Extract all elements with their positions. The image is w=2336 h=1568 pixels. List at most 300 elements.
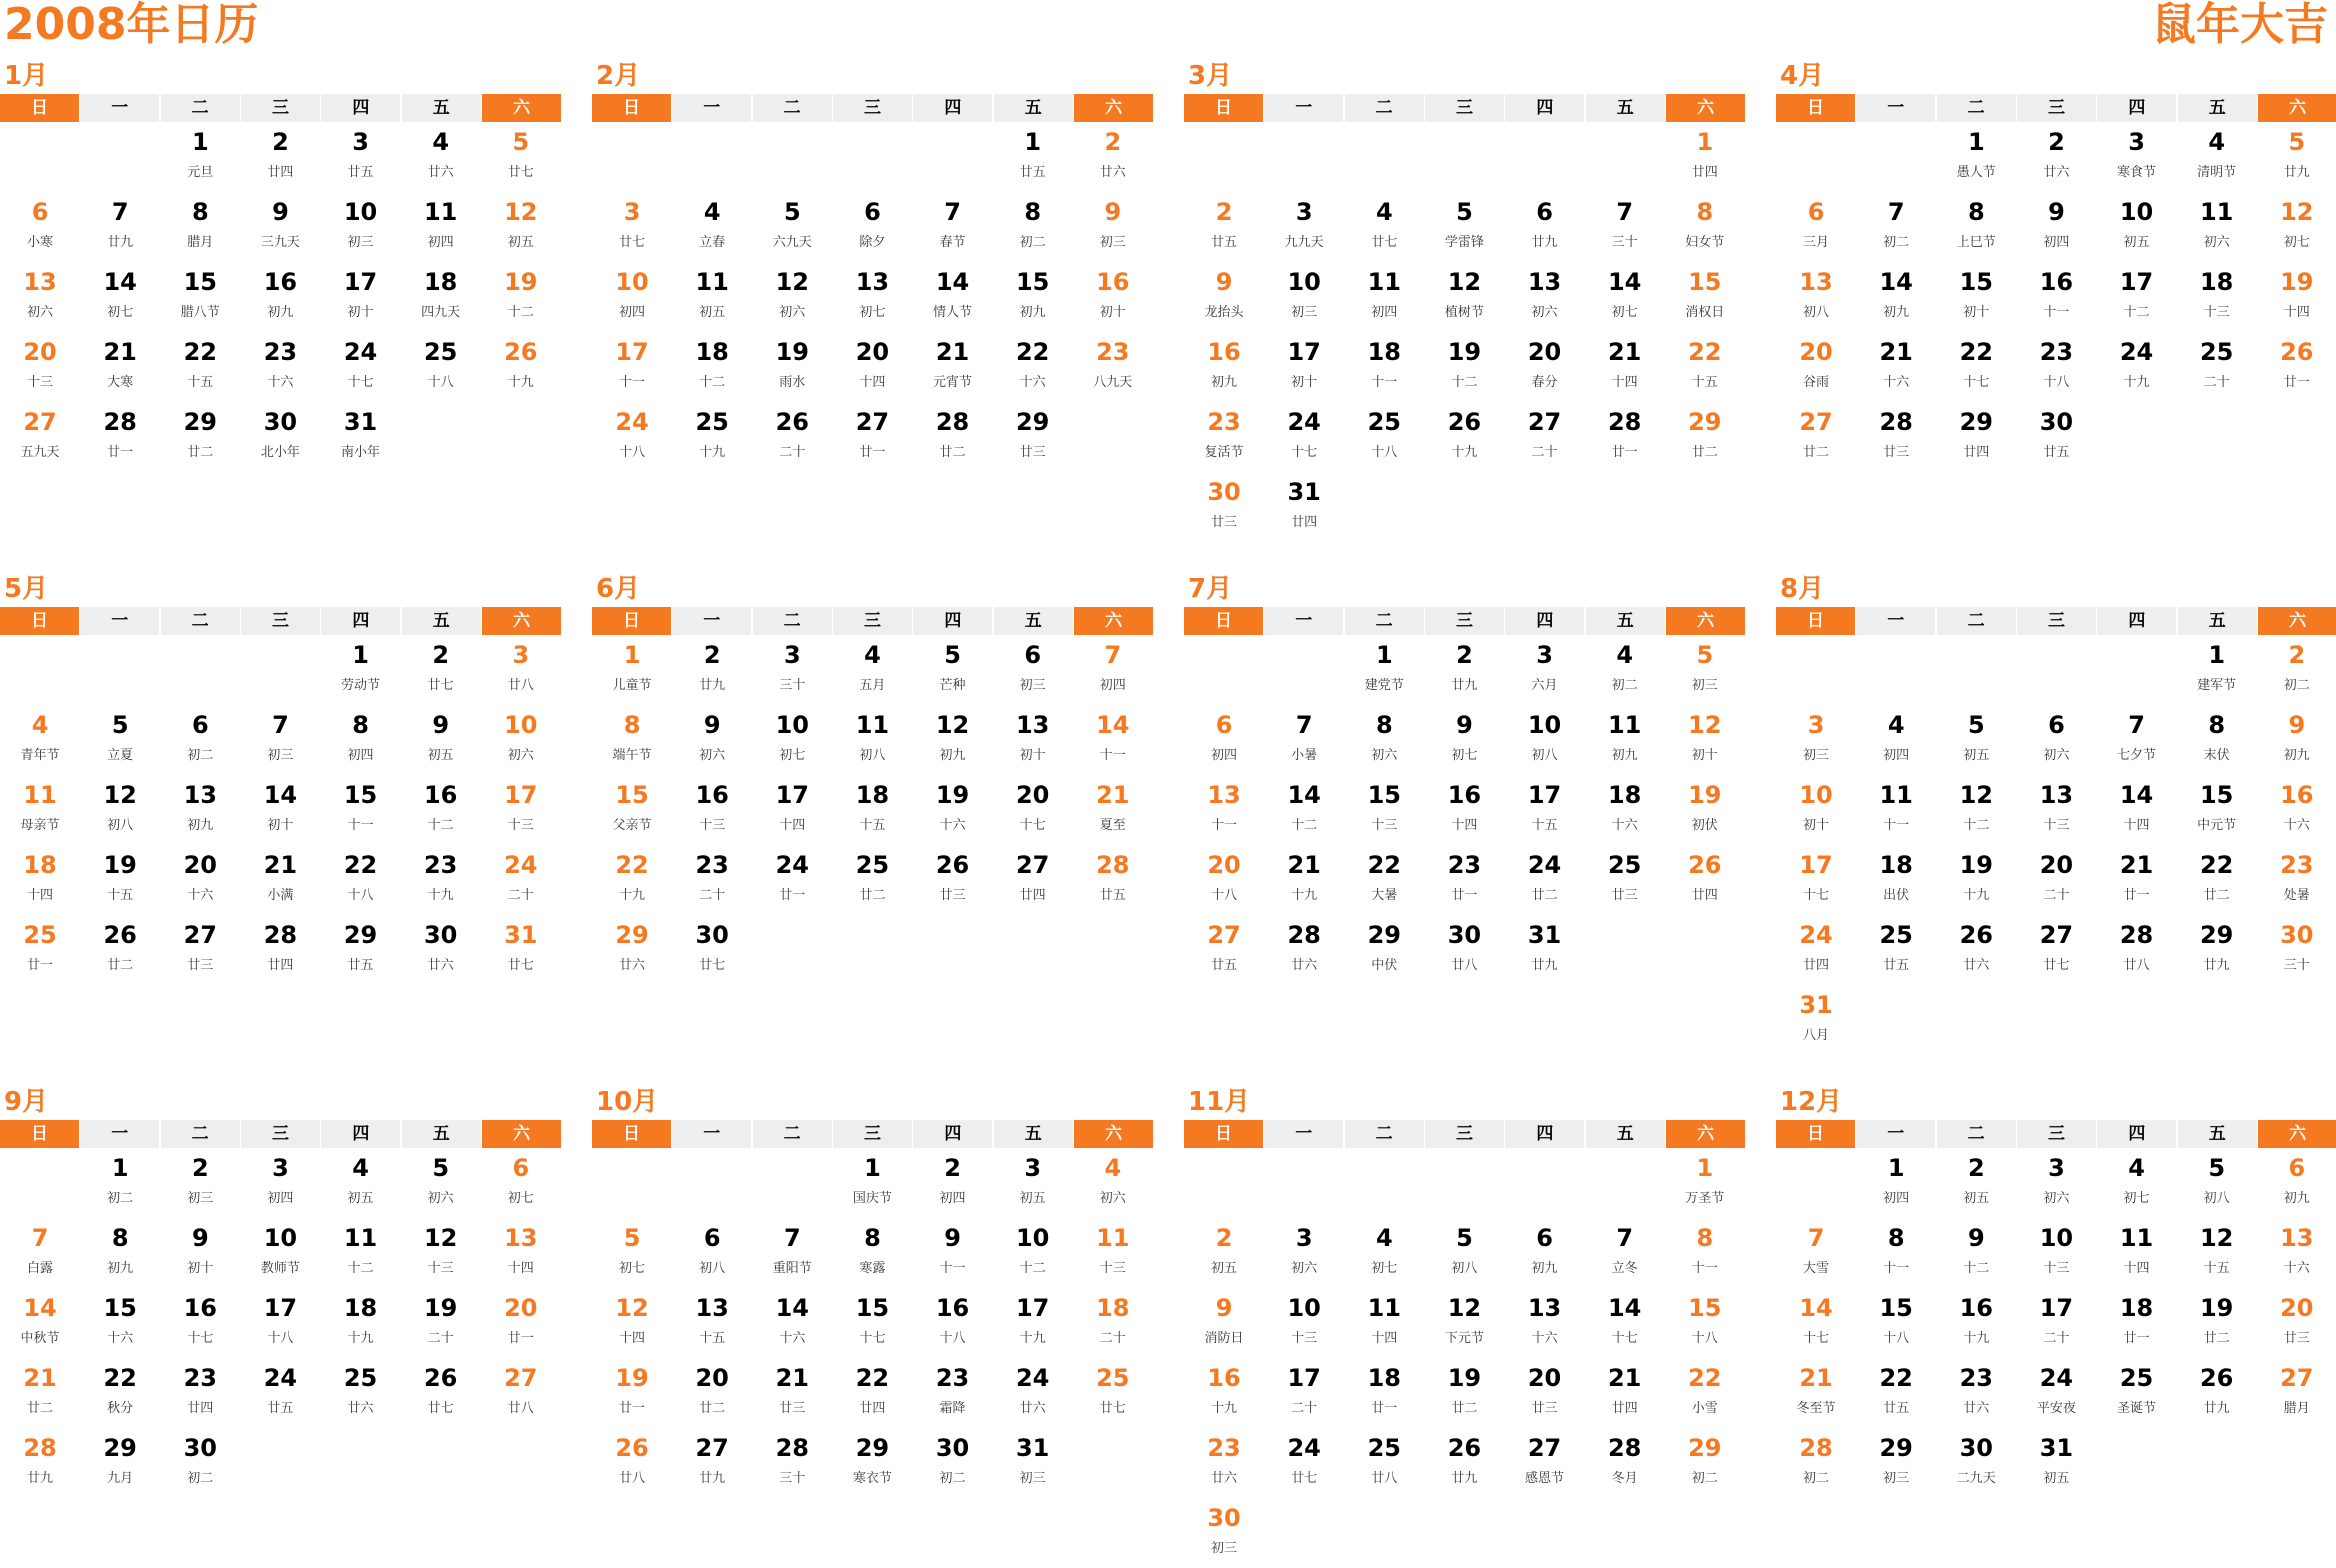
day-cell xyxy=(0,1288,80,1358)
day-number: 6 xyxy=(2048,711,2065,739)
day-cell xyxy=(321,262,401,332)
day-number: 8 xyxy=(1375,711,1393,739)
day-number: 10 xyxy=(1287,1294,1321,1322)
day-number: 26 xyxy=(2199,1364,2234,1392)
day-cell xyxy=(913,262,993,332)
weekday-label: 四 xyxy=(1505,1120,1584,1148)
day-cell xyxy=(481,262,561,332)
lunar-date: 小满 xyxy=(267,888,294,903)
month-block xyxy=(592,58,1153,472)
empty-day-cell xyxy=(240,635,320,705)
day-number: 21 xyxy=(1879,338,1913,366)
lunar-date: 廿九 xyxy=(699,678,726,693)
day-cell xyxy=(993,122,1073,192)
day-cell xyxy=(752,192,832,262)
day-number: 10 xyxy=(504,711,538,739)
day-cell xyxy=(80,1148,160,1218)
day-number: 16 xyxy=(183,1294,218,1322)
lunar-date: 初三 xyxy=(1019,1471,1046,1486)
day-cell xyxy=(993,635,1073,705)
lunar-date: 廿二 xyxy=(1531,888,1558,903)
day-number: 16 xyxy=(935,1294,970,1322)
lunar-date: 雨水 xyxy=(779,375,806,390)
day-cell xyxy=(160,192,240,262)
lunar-date: 廿六 xyxy=(1099,165,1126,180)
day-cell xyxy=(80,262,160,332)
day-number: 18 xyxy=(423,268,458,296)
day-number: 20 xyxy=(1527,338,1562,366)
lunar-date: 劳动节 xyxy=(341,678,381,693)
lunar-date: 廿一 xyxy=(779,888,806,903)
day-cell xyxy=(80,1358,160,1428)
lunar-date: 十四 xyxy=(2283,305,2310,320)
day-number: 26 xyxy=(775,408,810,436)
day-cell xyxy=(1585,1358,1665,1428)
lunar-date: 初六 xyxy=(2043,1191,2070,1206)
day-number: 20 xyxy=(23,338,57,366)
lunar-date: 初八 xyxy=(1803,305,1830,320)
lunar-date: 小暑 xyxy=(1291,748,1318,763)
day-cell xyxy=(481,845,561,915)
day-cell xyxy=(672,845,752,915)
lunar-date: 腊月 xyxy=(2283,1401,2310,1416)
day-cell xyxy=(1776,1358,1856,1428)
day-number: 25 xyxy=(1096,1364,1130,1392)
lunar-date: 初二 xyxy=(187,1471,214,1486)
day-number: 22 xyxy=(103,1364,137,1392)
lunar-date: 初七 xyxy=(107,305,134,320)
day-number: 22 xyxy=(183,338,218,366)
day-cell xyxy=(752,262,832,332)
day-number: 30 xyxy=(1207,478,1241,506)
day-number: 6 xyxy=(191,711,209,739)
lunar-date: 廿七 xyxy=(427,678,454,693)
lunar-date: 廿六 xyxy=(1963,958,1990,973)
day-number: 9 xyxy=(1967,1224,1985,1252)
day-number: 3 xyxy=(623,198,641,226)
day-number: 23 xyxy=(935,1364,970,1392)
lunar-date: 十九 xyxy=(1211,1401,1238,1416)
day-cell xyxy=(993,1428,1073,1498)
empty-day-cell xyxy=(160,635,240,705)
day-cell xyxy=(1505,332,1585,402)
weekday-label: 一 xyxy=(1264,94,1343,122)
lunar-date: 初四 xyxy=(1883,748,1910,763)
day-number: 12 xyxy=(1447,1294,1482,1322)
day-cell xyxy=(80,775,160,845)
day-number: 29 xyxy=(103,1434,137,1462)
day-number: 12 xyxy=(1447,268,1482,296)
day-cell xyxy=(1665,635,1745,705)
day-cell xyxy=(2016,122,2096,192)
day-cell xyxy=(752,635,832,705)
day-cell xyxy=(2177,845,2257,915)
day-cell xyxy=(401,1148,481,1218)
weekday-label: 五 xyxy=(2178,1120,2257,1148)
lunar-date: 廿四 xyxy=(267,165,294,180)
day-number: 28 xyxy=(23,1434,57,1462)
day-cell xyxy=(1424,775,1504,845)
day-cell xyxy=(592,1358,672,1428)
lunar-date: 廿六 xyxy=(427,165,454,180)
lunar-date: 廿八 xyxy=(2123,958,2150,973)
day-number: 15 xyxy=(1959,268,1994,296)
lunar-date: 初四 xyxy=(347,748,374,763)
day-cell xyxy=(1184,1358,1264,1428)
lunar-date: 感恩节 xyxy=(1525,1471,1565,1486)
day-cell xyxy=(1424,1218,1504,1288)
day-number: 15 xyxy=(1688,268,1722,296)
day-number: 19 xyxy=(1688,781,1722,809)
day-cell xyxy=(672,705,752,775)
day-number: 10 xyxy=(2119,198,2154,226)
day-cell xyxy=(1665,402,1745,472)
lunar-date: 廿五 xyxy=(267,1401,294,1416)
lunar-date: 廿五 xyxy=(1099,888,1126,903)
lunar-date: 初四 xyxy=(939,1191,966,1206)
lunar-date: 十七 xyxy=(1803,888,1830,903)
day-number: 10 xyxy=(1799,781,1833,809)
lunar-date: 初八 xyxy=(2203,1191,2230,1206)
day-cell xyxy=(1424,402,1504,472)
lunar-date: 大雪 xyxy=(1803,1261,1830,1276)
lunar-date: 廿四 xyxy=(1963,445,1990,460)
day-number: 1 xyxy=(864,1154,881,1182)
day-number: 7 xyxy=(1807,1224,1825,1252)
day-cell xyxy=(2097,192,2177,262)
lunar-date: 十三 xyxy=(427,1261,454,1276)
day-number: 16 xyxy=(263,268,298,296)
day-number: 3 xyxy=(1807,711,1825,739)
day-cell xyxy=(993,402,1073,472)
day-number: 21 xyxy=(1096,781,1130,809)
day-number: 8 xyxy=(1887,1224,1905,1252)
day-cell xyxy=(240,1288,320,1358)
lunar-date: 初十 xyxy=(347,305,374,320)
lunar-date: 十五 xyxy=(1691,375,1718,390)
day-number: 17 xyxy=(1527,781,1562,809)
lunar-date: 廿五 xyxy=(1211,958,1238,973)
lunar-date: 十七 xyxy=(859,1331,886,1346)
day-cell xyxy=(1776,915,1856,985)
day-number: 4 xyxy=(864,641,881,669)
weekday-label: 日 xyxy=(1184,1120,1263,1148)
lunar-date: 十八 xyxy=(347,888,374,903)
day-cell xyxy=(592,915,672,985)
day-number: 11 xyxy=(1367,268,1402,296)
day-number: 17 xyxy=(2119,268,2154,296)
lunar-date: 初四 xyxy=(2043,235,2070,250)
lunar-date: 廿七 xyxy=(1291,1471,1318,1486)
day-number: 8 xyxy=(352,711,369,739)
day-number: 9 xyxy=(1104,198,1122,226)
lunar-date: 廿七 xyxy=(507,165,534,180)
lunar-date: 廿九 xyxy=(1451,678,1478,693)
lunar-date: 十六 xyxy=(2283,1261,2310,1276)
day-cell xyxy=(1936,1288,2016,1358)
lunar-date: 二十 xyxy=(2203,375,2230,390)
lunar-date: 三月 xyxy=(1803,235,1830,250)
day-cell xyxy=(80,1288,160,1358)
lunar-date: 初九 xyxy=(2283,748,2310,763)
day-number: 9 xyxy=(432,711,450,739)
lunar-date: 初二 xyxy=(187,748,214,763)
lunar-date: 二九天 xyxy=(1956,1471,1996,1486)
day-cell xyxy=(240,775,320,845)
lunar-date: 初六 xyxy=(1531,305,1558,320)
day-number: 3 xyxy=(1024,1154,1042,1182)
lunar-date: 廿六 xyxy=(1211,1471,1238,1486)
day-number: 3 xyxy=(2128,128,2145,156)
lunar-date: 廿七 xyxy=(1099,1401,1126,1416)
day-cell xyxy=(160,332,240,402)
day-number: 21 xyxy=(103,338,137,366)
day-cell xyxy=(1585,705,1665,775)
lunar-date: 十二 xyxy=(427,818,454,833)
day-number: 2 xyxy=(703,641,721,669)
day-number: 23 xyxy=(2039,338,2074,366)
day-number: 16 xyxy=(1096,268,1130,296)
day-cell xyxy=(592,1288,672,1358)
lunar-date: 初十 xyxy=(1691,748,1718,763)
lunar-date: 十九 xyxy=(507,375,534,390)
day-cell xyxy=(1936,1428,2016,1498)
day-cell xyxy=(2016,1428,2096,1498)
lunar-date: 初八 xyxy=(1451,1261,1478,1276)
day-number: 17 xyxy=(615,338,649,366)
day-cell xyxy=(1264,192,1344,262)
lunar-date: 廿三 xyxy=(939,888,966,903)
day-cell xyxy=(1936,1218,2016,1288)
day-cell xyxy=(1264,775,1344,845)
day-cell xyxy=(1856,1288,1936,1358)
lunar-date: 廿九 xyxy=(2283,165,2310,180)
lunar-date: 十七 xyxy=(1803,1331,1830,1346)
day-cell xyxy=(1856,262,1936,332)
lunar-date: 学雷锋 xyxy=(1444,235,1484,250)
day-cell xyxy=(832,1288,912,1358)
lunar-date: 廿四 xyxy=(1691,888,1718,903)
day-cell xyxy=(672,402,752,472)
day-number: 15 xyxy=(1879,1294,1913,1322)
day-cell xyxy=(832,1218,912,1288)
lunar-date: 二十 xyxy=(1531,445,1558,460)
empty-day-cell xyxy=(1856,635,1936,705)
weekday-label: 四 xyxy=(913,607,992,635)
day-number: 16 xyxy=(1207,338,1241,366)
day-cell xyxy=(2177,705,2257,775)
lunar-date: 父亲节 xyxy=(612,818,652,833)
day-number: 9 xyxy=(191,1224,209,1252)
day-cell xyxy=(1665,1288,1745,1358)
day-number: 27 xyxy=(695,1434,729,1462)
day-cell xyxy=(240,122,320,192)
lunar-date: 大暑 xyxy=(1371,888,1398,903)
weekday-label: 六 xyxy=(2258,1120,2336,1148)
day-cell xyxy=(2097,1288,2177,1358)
day-number: 11 xyxy=(1367,1294,1402,1322)
days-grid xyxy=(1776,122,2336,472)
lunar-date: 廿四 xyxy=(267,958,294,973)
lunar-date: 十四 xyxy=(859,375,886,390)
lunar-date: 初七 xyxy=(1451,748,1478,763)
lunar-date: 廿四 xyxy=(1803,958,1830,973)
day-number: 28 xyxy=(1096,851,1130,879)
day-cell xyxy=(1665,1148,1745,1218)
day-number: 5 xyxy=(111,711,129,739)
day-cell xyxy=(2177,1358,2257,1428)
lunar-date: 廿八 xyxy=(1371,1471,1398,1486)
lunar-date: 廿九 xyxy=(1531,958,1558,973)
weekday-label: 六 xyxy=(1666,94,1745,122)
day-cell xyxy=(1665,332,1745,402)
day-cell xyxy=(1776,985,1856,1055)
day-number: 30 xyxy=(423,921,458,949)
day-cell xyxy=(1264,705,1344,775)
day-number: 30 xyxy=(2039,408,2074,436)
lunar-date: 初二 xyxy=(939,1471,966,1486)
lunar-date: 十七 xyxy=(1291,445,1318,460)
day-number: 19 xyxy=(1447,1364,1482,1392)
lunar-date: 五月 xyxy=(859,678,886,693)
day-number: 19 xyxy=(1959,851,1994,879)
lunar-date: 十六 xyxy=(1883,375,1910,390)
lunar-date: 初二 xyxy=(2283,678,2310,693)
day-cell xyxy=(2016,845,2096,915)
lunar-date: 初六 xyxy=(27,305,54,320)
lunar-date: 初九 xyxy=(2283,1191,2310,1206)
lunar-date: 廿一 xyxy=(2123,888,2150,903)
day-cell xyxy=(993,845,1073,915)
lunar-date: 十七 xyxy=(1019,818,1046,833)
days-grid xyxy=(0,122,561,472)
day-number: 4 xyxy=(1375,1224,1393,1252)
lunar-date: 十八 xyxy=(267,1331,294,1346)
day-cell xyxy=(1344,1218,1424,1288)
lunar-date: 十四 xyxy=(507,1261,534,1276)
day-number: 13 xyxy=(695,1294,729,1322)
day-cell xyxy=(240,192,320,262)
day-cell xyxy=(401,192,481,262)
lunar-date: 初四 xyxy=(427,235,454,250)
day-number: 2 xyxy=(1456,641,1473,669)
day-number: 30 xyxy=(1447,921,1482,949)
day-cell xyxy=(2257,192,2336,262)
day-cell xyxy=(913,1358,993,1428)
day-number: 13 xyxy=(1207,781,1241,809)
empty-day-cell xyxy=(672,122,752,192)
weekday-label: 六 xyxy=(482,94,561,122)
day-cell xyxy=(2097,122,2177,192)
lunar-date: 十八 xyxy=(427,375,454,390)
day-cell xyxy=(2177,1218,2257,1288)
lunar-date: 廿四 xyxy=(1691,165,1718,180)
lunar-date: 植树节 xyxy=(1444,305,1484,320)
day-number: 26 xyxy=(1959,921,1994,949)
day-cell xyxy=(592,635,672,705)
days-grid xyxy=(1184,122,1745,542)
lunar-date: 十六 xyxy=(939,818,966,833)
lunar-date: 腊月 xyxy=(187,235,214,250)
lunar-date: 寒衣节 xyxy=(852,1471,892,1486)
day-number: 6 xyxy=(2288,1154,2306,1182)
weekday-label: 四 xyxy=(2097,607,2176,635)
lunar-date: 廿三 xyxy=(187,958,214,973)
month-block xyxy=(1776,58,2336,472)
day-cell xyxy=(1665,775,1745,845)
lunar-date: 十一 xyxy=(1371,375,1398,390)
day-number: 16 xyxy=(1207,1364,1241,1392)
lunar-date: 廿五 xyxy=(347,165,374,180)
lunar-date: 初七 xyxy=(2123,1191,2150,1206)
lunar-date: 十二 xyxy=(1291,818,1318,833)
day-number: 25 xyxy=(1607,851,1642,879)
day-cell xyxy=(1776,1218,1856,1288)
empty-day-cell xyxy=(1856,122,1936,192)
lunar-date: 十四 xyxy=(1451,818,1478,833)
day-number: 18 xyxy=(855,781,890,809)
lunar-date: 霜降 xyxy=(939,1401,966,1416)
lunar-date: 初七 xyxy=(859,305,886,320)
lunar-date: 廿九 xyxy=(27,1471,54,1486)
day-number: 28 xyxy=(1799,1434,1833,1462)
day-cell xyxy=(401,635,481,705)
lunar-date: 初五 xyxy=(347,1191,374,1206)
lunar-date: 初三 xyxy=(347,235,374,250)
day-cell xyxy=(160,402,240,472)
day-cell xyxy=(1936,1358,2016,1428)
day-number: 14 xyxy=(23,1294,57,1322)
lunar-date: 廿七 xyxy=(619,235,646,250)
day-cell xyxy=(160,915,240,985)
day-number: 5 xyxy=(1696,641,1714,669)
lunar-date: 初五 xyxy=(507,235,534,250)
weekday-label: 五 xyxy=(402,607,481,635)
weekday-header xyxy=(592,607,1153,635)
lunar-date: 十九 xyxy=(1291,888,1318,903)
day-cell xyxy=(752,705,832,775)
lunar-date: 廿一 xyxy=(859,445,886,460)
day-cell xyxy=(1073,1358,1153,1428)
day-number: 3 xyxy=(783,641,801,669)
day-cell xyxy=(321,402,401,472)
day-number: 24 xyxy=(1799,921,1833,949)
day-number: 14 xyxy=(1096,711,1130,739)
day-cell xyxy=(0,402,80,472)
day-number: 11 xyxy=(2199,198,2234,226)
lunar-date: 十六 xyxy=(107,1331,134,1346)
day-number: 12 xyxy=(1688,711,1722,739)
weekday-header xyxy=(1184,607,1745,635)
day-number: 16 xyxy=(2280,781,2314,809)
day-number: 10 xyxy=(615,268,649,296)
day-cell xyxy=(481,1148,561,1218)
day-cell xyxy=(1856,915,1936,985)
weekday-label: 日 xyxy=(1184,94,1263,122)
lunar-date: 廿七 xyxy=(2043,958,2070,973)
day-cell xyxy=(2016,775,2096,845)
empty-day-cell xyxy=(1264,1148,1344,1218)
lunar-date: 十二 xyxy=(2123,305,2150,320)
day-cell xyxy=(832,1148,912,1218)
weekday-label: 四 xyxy=(1505,94,1584,122)
weekday-label: 日 xyxy=(592,94,671,122)
empty-day-cell xyxy=(1424,1148,1504,1218)
day-cell xyxy=(1073,1148,1153,1218)
lunar-date: 廿三 xyxy=(1611,888,1638,903)
day-number: 20 xyxy=(183,851,218,879)
lunar-date: 八九天 xyxy=(1093,375,1133,390)
